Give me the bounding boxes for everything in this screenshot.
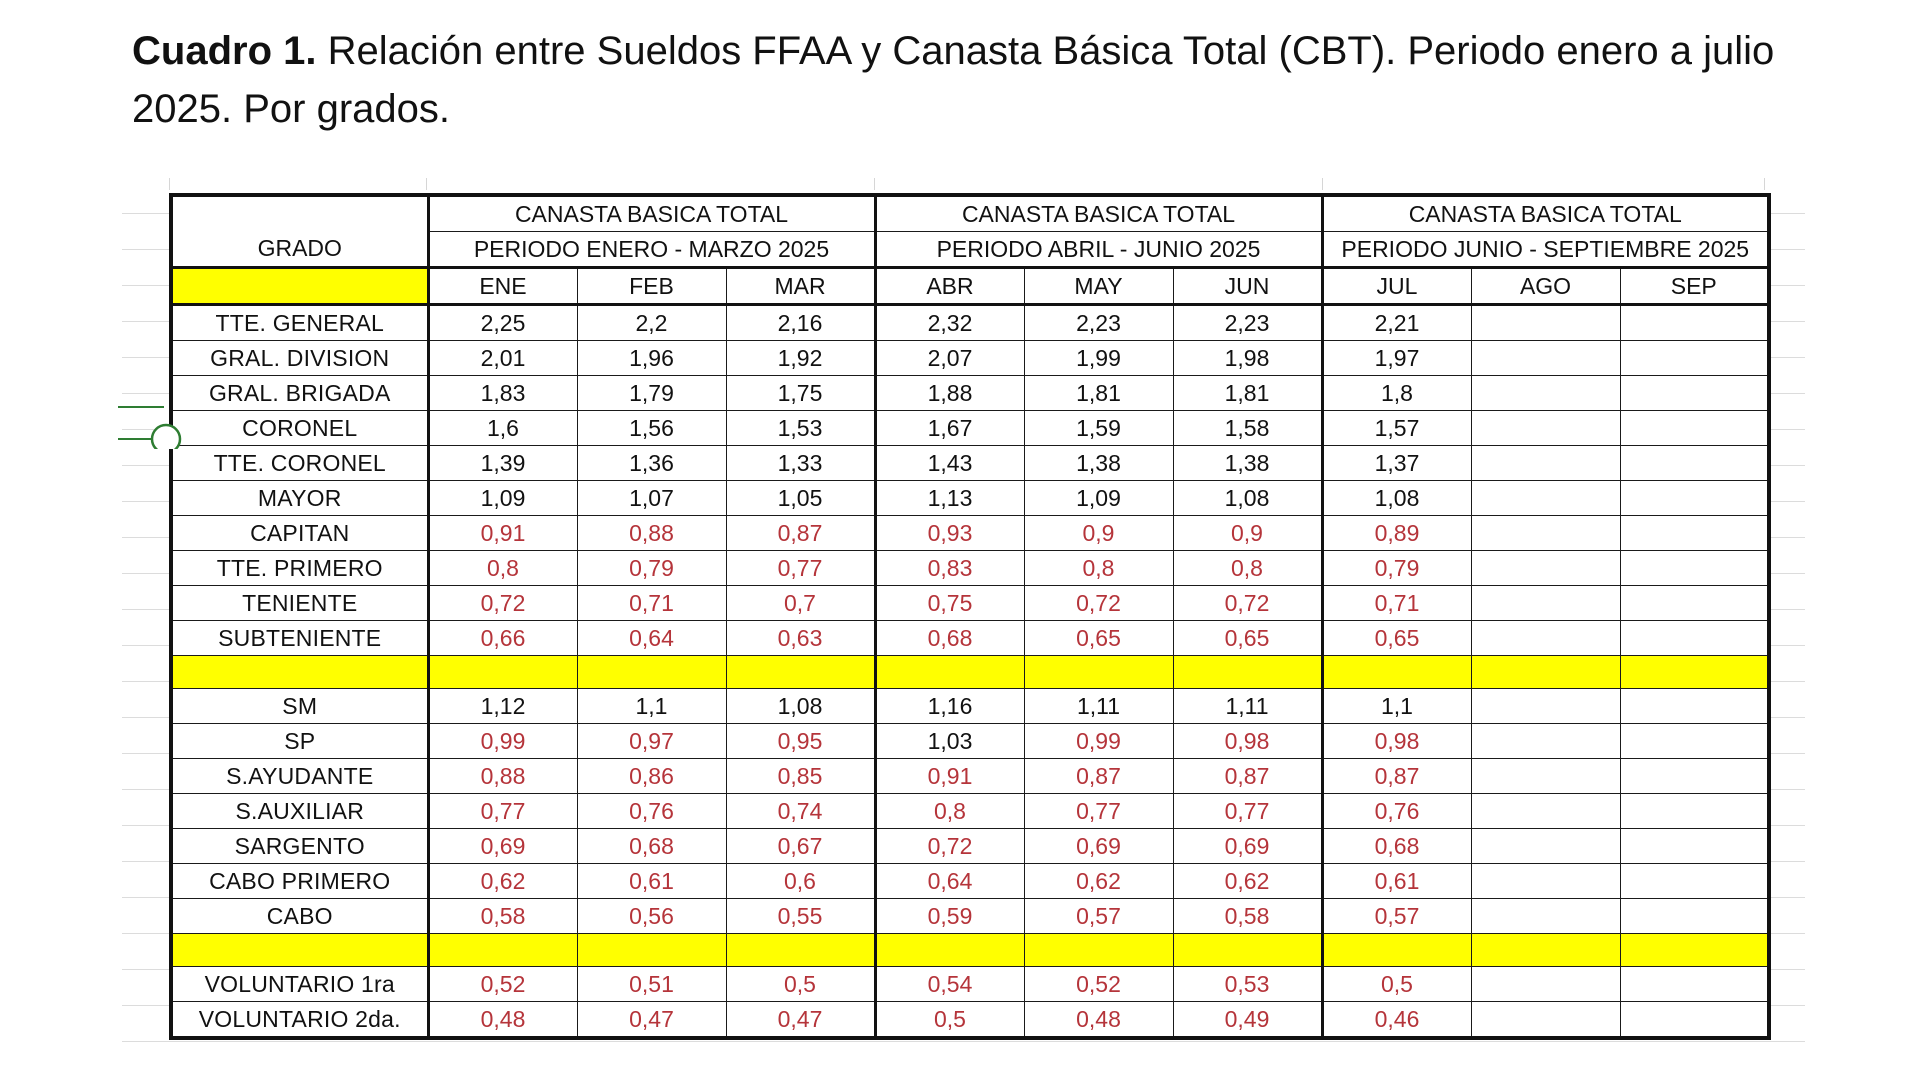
table-row — [171, 864, 1769, 899]
highlight-cell — [577, 656, 726, 689]
table-row — [171, 411, 1769, 446]
month-header-row — [171, 268, 1769, 305]
value-cell — [1620, 621, 1769, 656]
value-cell: 0,77 — [726, 551, 875, 586]
value-cell — [1471, 586, 1620, 621]
value-cell: 1,59 — [1024, 411, 1173, 446]
highlight-cell — [1471, 656, 1620, 689]
value-cell: 1,81 — [1024, 376, 1173, 411]
highlight-cell — [875, 934, 1024, 967]
table-caption — [132, 22, 1832, 138]
value-cell — [1620, 376, 1769, 411]
value-cell: 0,93 — [875, 516, 1024, 551]
value-cell: 2,07 — [875, 341, 1024, 376]
caption-label: Cuadro 1. — [132, 29, 317, 73]
highlight-cell — [171, 656, 428, 689]
value-cell: 1,11 — [1024, 689, 1173, 724]
value-cell: 0,72 — [428, 586, 577, 621]
value-cell: 0,65 — [1024, 621, 1173, 656]
grado-cell: SUBTENIENTE — [171, 621, 428, 656]
value-cell: 0,99 — [1024, 724, 1173, 759]
value-cell: 1,98 — [1173, 341, 1322, 376]
value-cell: 0,89 — [1322, 516, 1471, 551]
value-cell: 1,43 — [875, 446, 1024, 481]
month-header-sep: SEP — [1620, 268, 1769, 305]
table-row — [171, 967, 1769, 1002]
value-cell: 0,88 — [577, 516, 726, 551]
value-cell: 0,67 — [726, 829, 875, 864]
value-cell: 0,59 — [875, 899, 1024, 934]
value-cell: 0,76 — [577, 794, 726, 829]
value-cell: 0,68 — [875, 621, 1024, 656]
value-cell: 0,7 — [726, 586, 875, 621]
grado-header: GRADO — [171, 195, 428, 268]
grado-cell: SP — [171, 724, 428, 759]
table-row — [171, 551, 1769, 586]
value-cell: 0,63 — [726, 621, 875, 656]
group-title-q1: CANASTA BASICA TOTAL — [428, 195, 875, 232]
group-period-q1: PERIODO ENERO - MARZO 2025 — [428, 232, 875, 268]
value-cell: 0,85 — [726, 759, 875, 794]
value-cell: 0,64 — [577, 621, 726, 656]
grado-cell: S.AYUDANTE — [171, 759, 428, 794]
value-cell: 0,87 — [1024, 759, 1173, 794]
month-header-feb: FEB — [577, 268, 726, 305]
cbt-ratio-table — [169, 193, 1771, 1040]
value-cell — [1620, 899, 1769, 934]
table-row — [171, 586, 1769, 621]
value-cell: 1,11 — [1173, 689, 1322, 724]
grado-cell: S.AUXILIAR — [171, 794, 428, 829]
value-cell: 0,51 — [577, 967, 726, 1002]
table-row — [171, 481, 1769, 516]
table-row — [171, 829, 1769, 864]
value-cell: 0,6 — [726, 864, 875, 899]
value-cell — [1471, 481, 1620, 516]
value-cell: 1,03 — [875, 724, 1024, 759]
month-header-ago: AGO — [1471, 268, 1620, 305]
value-cell: 0,52 — [1024, 967, 1173, 1002]
value-cell — [1620, 305, 1769, 341]
sheet-gridline — [874, 178, 875, 190]
value-cell: 1,38 — [1173, 446, 1322, 481]
grado-cell: CAPITAN — [171, 516, 428, 551]
value-cell: 0,68 — [577, 829, 726, 864]
value-cell: 0,58 — [428, 899, 577, 934]
value-cell — [1471, 829, 1620, 864]
value-cell: 0,69 — [428, 829, 577, 864]
sheet-gridline — [1322, 178, 1323, 190]
value-cell — [1620, 967, 1769, 1002]
value-cell: 0,62 — [1024, 864, 1173, 899]
value-cell: 2,21 — [1322, 305, 1471, 341]
value-cell: 0,77 — [1024, 794, 1173, 829]
month-header-may: MAY — [1024, 268, 1173, 305]
value-cell: 0,77 — [1173, 794, 1322, 829]
value-cell: 0,69 — [1173, 829, 1322, 864]
table-row — [171, 446, 1769, 481]
value-cell: 0,57 — [1024, 899, 1173, 934]
value-cell: 0,52 — [428, 967, 577, 1002]
month-header-ene: ENE — [428, 268, 577, 305]
value-cell: 1,38 — [1024, 446, 1173, 481]
value-cell — [1471, 864, 1620, 899]
grado-highlight-cell — [171, 268, 428, 305]
highlight-cell — [577, 934, 726, 967]
table-row — [171, 759, 1769, 794]
value-cell — [1471, 376, 1620, 411]
value-cell: 2,23 — [1024, 305, 1173, 341]
highlight-cell — [1471, 934, 1620, 967]
sheet-gridline — [1764, 178, 1765, 190]
value-cell: 0,5 — [726, 967, 875, 1002]
value-cell — [1471, 967, 1620, 1002]
table-row — [171, 516, 1769, 551]
value-cell — [1471, 411, 1620, 446]
value-cell: 0,57 — [1322, 899, 1471, 934]
sheet-gridline — [426, 178, 427, 190]
value-cell: 0,5 — [875, 1002, 1024, 1039]
value-cell — [1620, 481, 1769, 516]
value-cell: 0,88 — [428, 759, 577, 794]
value-cell: 1,56 — [577, 411, 726, 446]
value-cell: 0,46 — [1322, 1002, 1471, 1039]
value-cell: 0,79 — [577, 551, 726, 586]
value-cell — [1620, 794, 1769, 829]
value-cell: 1,16 — [875, 689, 1024, 724]
value-cell: 0,97 — [577, 724, 726, 759]
highlight-cell — [726, 934, 875, 967]
grado-cell: GRAL. DIVISION — [171, 341, 428, 376]
value-cell — [1471, 551, 1620, 586]
value-cell: 0,9 — [1024, 516, 1173, 551]
grado-cell: TTE. GENERAL — [171, 305, 428, 341]
value-cell: 1,08 — [1173, 481, 1322, 516]
value-cell: 0,99 — [428, 724, 577, 759]
grado-cell: GRAL. BRIGADA — [171, 376, 428, 411]
value-cell: 0,53 — [1173, 967, 1322, 1002]
value-cell: 0,87 — [1322, 759, 1471, 794]
value-cell: 1,08 — [1322, 481, 1471, 516]
highlight-cell — [1322, 656, 1471, 689]
value-cell — [1471, 759, 1620, 794]
value-cell: 1,81 — [1173, 376, 1322, 411]
value-cell: 0,65 — [1322, 621, 1471, 656]
highlight-cell — [1620, 656, 1769, 689]
value-cell — [1620, 1002, 1769, 1039]
grado-cell: VOLUNTARIO 1ra — [171, 967, 428, 1002]
value-cell: 0,98 — [1173, 724, 1322, 759]
grado-cell: CABO — [171, 899, 428, 934]
value-cell: 0,47 — [726, 1002, 875, 1039]
value-cell: 2,2 — [577, 305, 726, 341]
value-cell: 0,54 — [875, 967, 1024, 1002]
caption-text: Relación entre Sueldos FFAA y Canasta Básica Total (CBT). Periodo enero a julio 2025. Por grados. — [132, 29, 1775, 131]
value-cell: 1,08 — [726, 689, 875, 724]
value-cell: 1,07 — [577, 481, 726, 516]
value-cell: 0,65 — [1173, 621, 1322, 656]
value-cell: 1,53 — [726, 411, 875, 446]
value-cell: 0,79 — [1322, 551, 1471, 586]
value-cell: 0,56 — [577, 899, 726, 934]
grado-cell: MAYOR — [171, 481, 428, 516]
value-cell: 0,95 — [726, 724, 875, 759]
grado-cell: SM — [171, 689, 428, 724]
value-cell: 0,48 — [428, 1002, 577, 1039]
highlight-cell — [428, 656, 577, 689]
value-cell — [1620, 446, 1769, 481]
highlight-separator-row — [171, 656, 1769, 689]
value-cell — [1620, 551, 1769, 586]
value-cell: 0,68 — [1322, 829, 1471, 864]
value-cell — [1620, 864, 1769, 899]
value-cell: 0,74 — [726, 794, 875, 829]
value-cell: 1,6 — [428, 411, 577, 446]
value-cell — [1471, 621, 1620, 656]
value-cell: 0,72 — [1024, 586, 1173, 621]
highlight-cell — [1024, 934, 1173, 967]
highlight-cell — [1173, 656, 1322, 689]
value-cell: 0,48 — [1024, 1002, 1173, 1039]
grado-cell: VOLUNTARIO 2da. — [171, 1002, 428, 1039]
value-cell: 1,58 — [1173, 411, 1322, 446]
value-cell: 1,83 — [428, 376, 577, 411]
value-cell: 0,49 — [1173, 1002, 1322, 1039]
value-cell: 1,57 — [1322, 411, 1471, 446]
value-cell — [1620, 516, 1769, 551]
value-cell: 1,8 — [1322, 376, 1471, 411]
value-cell: 0,61 — [1322, 864, 1471, 899]
highlight-cell — [1173, 934, 1322, 967]
grado-cell: TTE. CORONEL — [171, 446, 428, 481]
value-cell: 0,8 — [875, 794, 1024, 829]
value-cell: 1,1 — [577, 689, 726, 724]
value-cell — [1471, 794, 1620, 829]
value-cell: 0,71 — [577, 586, 726, 621]
value-cell: 1,79 — [577, 376, 726, 411]
value-cell: 0,72 — [1173, 586, 1322, 621]
table-row — [171, 621, 1769, 656]
value-cell — [1620, 586, 1769, 621]
value-cell: 0,83 — [875, 551, 1024, 586]
value-cell: 0,58 — [1173, 899, 1322, 934]
value-cell: 0,91 — [428, 516, 577, 551]
group-title-q2: CANASTA BASICA TOTAL — [875, 195, 1322, 232]
value-cell: 1,37 — [1322, 446, 1471, 481]
value-cell: 1,99 — [1024, 341, 1173, 376]
highlight-cell — [171, 934, 428, 967]
value-cell: 2,01 — [428, 341, 577, 376]
value-cell: 0,86 — [577, 759, 726, 794]
value-cell: 0,61 — [577, 864, 726, 899]
value-cell — [1471, 305, 1620, 341]
value-cell: 0,5 — [1322, 967, 1471, 1002]
value-cell: 0,8 — [1024, 551, 1173, 586]
table-row — [171, 899, 1769, 934]
value-cell: 1,09 — [1024, 481, 1173, 516]
table-row — [171, 724, 1769, 759]
value-cell: 0,75 — [875, 586, 1024, 621]
value-cell — [1471, 446, 1620, 481]
value-cell: 0,72 — [875, 829, 1024, 864]
highlight-cell — [726, 656, 875, 689]
table-row — [171, 794, 1769, 829]
value-cell — [1471, 724, 1620, 759]
value-cell — [1620, 689, 1769, 724]
month-header-jun: JUN — [1173, 268, 1322, 305]
sheet-gridline — [169, 178, 170, 190]
highlight-cell — [1620, 934, 1769, 967]
grado-cell: TENIENTE — [171, 586, 428, 621]
value-cell: 0,71 — [1322, 586, 1471, 621]
value-cell: 0,91 — [875, 759, 1024, 794]
value-cell: 0,69 — [1024, 829, 1173, 864]
value-cell: 1,05 — [726, 481, 875, 516]
value-cell: 2,16 — [726, 305, 875, 341]
group-period-q2: PERIODO ABRIL - JUNIO 2025 — [875, 232, 1322, 268]
table-row — [171, 376, 1769, 411]
table-row — [171, 341, 1769, 376]
value-cell — [1620, 829, 1769, 864]
value-cell: 0,62 — [1173, 864, 1322, 899]
value-cell — [1471, 1002, 1620, 1039]
value-cell: 1,13 — [875, 481, 1024, 516]
value-cell: 0,64 — [875, 864, 1024, 899]
value-cell: 0,8 — [1173, 551, 1322, 586]
month-header-jul: JUL — [1322, 268, 1471, 305]
cell-resize-handle-icon[interactable] — [118, 389, 198, 449]
grado-cell: SARGENTO — [171, 829, 428, 864]
value-cell: 0,77 — [428, 794, 577, 829]
month-header-abr: ABR — [875, 268, 1024, 305]
value-cell: 0,8 — [428, 551, 577, 586]
value-cell: 2,23 — [1173, 305, 1322, 341]
value-cell: 1,36 — [577, 446, 726, 481]
value-cell: 0,62 — [428, 864, 577, 899]
value-cell: 1,75 — [726, 376, 875, 411]
value-cell: 2,25 — [428, 305, 577, 341]
highlight-cell — [1322, 934, 1471, 967]
highlight-cell — [428, 934, 577, 967]
value-cell: 1,39 — [428, 446, 577, 481]
value-cell: 1,1 — [1322, 689, 1471, 724]
value-cell — [1471, 341, 1620, 376]
value-cell: 0,9 — [1173, 516, 1322, 551]
value-cell — [1471, 899, 1620, 934]
value-cell — [1620, 411, 1769, 446]
value-cell: 1,12 — [428, 689, 577, 724]
value-cell: 0,76 — [1322, 794, 1471, 829]
value-cell: 1,92 — [726, 341, 875, 376]
value-cell: 0,87 — [726, 516, 875, 551]
spreadsheet-area — [122, 178, 1805, 1070]
value-cell — [1620, 724, 1769, 759]
grado-cell: CABO PRIMERO — [171, 864, 428, 899]
value-cell: 1,67 — [875, 411, 1024, 446]
value-cell: 0,87 — [1173, 759, 1322, 794]
group-title-q3: CANASTA BASICA TOTAL — [1322, 195, 1769, 232]
highlight-separator-row — [171, 934, 1769, 967]
value-cell: 0,98 — [1322, 724, 1471, 759]
highlight-cell — [1024, 656, 1173, 689]
value-cell — [1620, 759, 1769, 794]
table-row — [171, 1002, 1769, 1039]
value-cell: 0,55 — [726, 899, 875, 934]
value-cell: 2,32 — [875, 305, 1024, 341]
grado-cell: CORONEL — [171, 411, 428, 446]
value-cell: 0,47 — [577, 1002, 726, 1039]
group-period-q3: PERIODO JUNIO - SEPTIEMBRE 2025 — [1322, 232, 1769, 268]
table-row — [171, 689, 1769, 724]
month-header-mar: MAR — [726, 268, 875, 305]
value-cell: 0,66 — [428, 621, 577, 656]
value-cell — [1620, 341, 1769, 376]
value-cell: 1,33 — [726, 446, 875, 481]
value-cell: 1,96 — [577, 341, 726, 376]
grado-cell: TTE. PRIMERO — [171, 551, 428, 586]
value-cell: 1,88 — [875, 376, 1024, 411]
value-cell: 1,09 — [428, 481, 577, 516]
value-cell — [1471, 516, 1620, 551]
value-cell — [1471, 689, 1620, 724]
table-row — [171, 305, 1769, 341]
value-cell: 1,97 — [1322, 341, 1471, 376]
highlight-cell — [875, 656, 1024, 689]
